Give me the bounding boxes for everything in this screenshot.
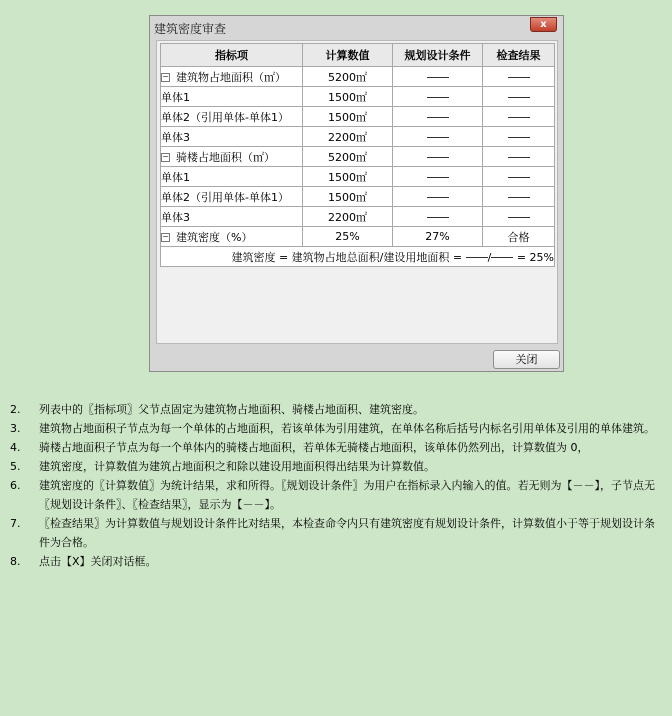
indicator-cell [161, 67, 303, 87]
note-item [10, 476, 660, 514]
dash-mark [427, 117, 449, 118]
result-cell [483, 207, 555, 227]
result-cell [483, 127, 555, 147]
value-cell: 5200㎡ [303, 67, 393, 87]
indicator-label: 单体1 [161, 170, 190, 184]
table-row[interactable] [161, 147, 555, 167]
table-row[interactable] [161, 107, 555, 127]
table-row[interactable] [161, 207, 555, 227]
note-text: 建筑物占地面积子节点为每一个单体的占地面积，若该单体为引用建筑，在单体名称后括号内标名引用单体及引用的单体建筑。 [39, 422, 655, 435]
indicator-cell [161, 107, 303, 127]
note-number: 8. [10, 555, 21, 568]
result-cell [483, 87, 555, 107]
note-number: 5. [10, 460, 21, 473]
collapse-toggle-icon[interactable]: − [162, 232, 169, 241]
indicator-label: 建筑物占地面积（㎡） [176, 70, 286, 84]
dash-mark [508, 217, 530, 218]
value-cell: 1500㎡ [303, 167, 393, 187]
collapse-toggle-icon[interactable]: − [162, 72, 169, 81]
dash-mark [508, 157, 530, 158]
result-cell [483, 187, 555, 207]
column-header-condition[interactable]: 规划设计条件 [393, 44, 483, 67]
note-text: 建筑密度的〖计算数值〗为统计结果，求和所得。〖规划设计条件〗为用户在指标录入内输入的值。若无则为【－－】，子节点无〖规划设计条件〗、〖检查结果〗，显示为【－－】。 [39, 479, 655, 511]
dash-mark [427, 197, 449, 198]
note-text: 点击【X】关闭对话框。 [39, 555, 157, 568]
dash-mark [427, 77, 449, 78]
table-row[interactable] [161, 67, 555, 87]
dash-mark [508, 177, 530, 178]
dash-mark [427, 217, 449, 218]
table-row[interactable] [161, 187, 555, 207]
value-cell: 5200㎡ [303, 147, 393, 167]
table-row[interactable] [161, 167, 555, 187]
result-cell [483, 147, 555, 167]
note-item [10, 400, 660, 419]
result-cell [483, 167, 555, 187]
dash-mark [508, 117, 530, 118]
note-item [10, 514, 660, 552]
condition-cell [393, 207, 483, 227]
formula-row [161, 247, 555, 267]
indicator-cell [161, 187, 303, 207]
dash-mark [508, 197, 530, 198]
dash-mark [427, 137, 449, 138]
indicator-label: 单体2（引用单体-单体1） [161, 190, 289, 204]
indicator-cell [161, 227, 303, 247]
note-number: 6. [10, 479, 21, 492]
dash-mark [508, 137, 530, 138]
dash-mark [427, 97, 449, 98]
result-cell: 合格 [483, 227, 555, 247]
column-header-value[interactable]: 计算数值 [303, 44, 393, 67]
indicator-cell [161, 167, 303, 187]
collapse-toggle-icon[interactable]: − [162, 152, 169, 161]
dash-mark [466, 257, 488, 258]
table-row[interactable] [161, 127, 555, 147]
indicator-label: 单体2（引用单体-单体1） [161, 110, 289, 124]
note-text: 建筑密度，计算数值为建筑占地面积之和除以建设用地面积得出结果为计算数值。 [39, 460, 435, 473]
value-cell: 1500㎡ [303, 187, 393, 207]
indicator-label: 单体3 [161, 210, 190, 224]
dash-mark [508, 97, 530, 98]
indicator-label: 骑楼占地面积（㎡） [176, 150, 275, 164]
result-cell [483, 107, 555, 127]
indicator-label: 建筑密度（%） [176, 230, 253, 244]
dialog-titlebar [150, 16, 563, 40]
condition-cell: 27% [393, 227, 483, 247]
condition-cell [393, 147, 483, 167]
note-number: 4. [10, 441, 21, 454]
table-row[interactable] [161, 227, 555, 247]
note-text: 〖检查结果〗为计算数值与规划设计条件比对结果，本检查命令内只有建筑密度有规划设计条件，计算数值小于等于规划设计条件为合格。 [39, 517, 655, 549]
dash-mark [427, 157, 449, 158]
density-check-dialog [149, 15, 564, 372]
value-cell: 2200㎡ [303, 207, 393, 227]
indicator-table [160, 43, 555, 267]
condition-cell [393, 107, 483, 127]
dialog-content [156, 40, 558, 344]
value-cell: 1500㎡ [303, 107, 393, 127]
note-number: 3. [10, 422, 21, 435]
result-cell [483, 67, 555, 87]
column-header-indicator[interactable]: 指标项 [161, 44, 303, 67]
window-close-button[interactable]: x [530, 17, 557, 32]
condition-cell [393, 167, 483, 187]
note-number: 2. [10, 403, 21, 416]
indicator-cell [161, 147, 303, 167]
note-item [10, 457, 660, 476]
condition-cell [393, 67, 483, 87]
condition-cell [393, 127, 483, 147]
indicator-cell [161, 127, 303, 147]
dialog-title: 建筑密度审查 [154, 22, 227, 36]
instruction-notes [10, 400, 660, 571]
indicator-label: 单体3 [161, 130, 190, 144]
note-item [10, 552, 660, 571]
value-cell: 1500㎡ [303, 87, 393, 107]
dash-mark [491, 257, 513, 258]
condition-cell [393, 87, 483, 107]
dash-mark [427, 177, 449, 178]
table-header-row [161, 44, 555, 67]
value-cell: 25% [303, 227, 393, 247]
note-number: 7. [10, 517, 21, 530]
note-item [10, 419, 660, 438]
note-text: 列表中的〖指标项〗父节点固定为建筑物占地面积、骑楼占地面积、建筑密度。 [39, 403, 424, 416]
table-row[interactable] [161, 87, 555, 107]
close-button[interactable]: 关闭 [493, 350, 560, 369]
note-item [10, 438, 660, 457]
note-text: 骑楼占地面积子节点为每一个单体内的骑楼占地面积，若单体无骑楼占地面积，该单体仍然列出，计算数值为 0， [39, 441, 589, 454]
indicator-label: 单体1 [161, 90, 190, 104]
density-formula: 建筑密度 = 建筑物占地总面积/建设用地面积 = / = 25% [161, 247, 555, 267]
indicator-cell [161, 207, 303, 227]
dash-mark [508, 77, 530, 78]
column-header-result[interactable]: 检查结果 [483, 44, 555, 67]
value-cell: 2200㎡ [303, 127, 393, 147]
indicator-cell [161, 87, 303, 107]
condition-cell [393, 187, 483, 207]
